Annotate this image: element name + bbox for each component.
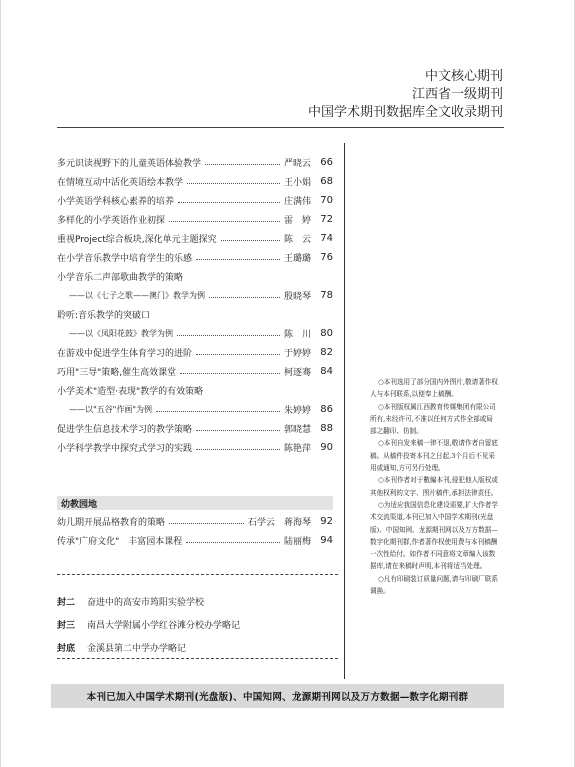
entry-page: 86	[320, 404, 333, 415]
toc-entry	[57, 512, 333, 531]
editorial-notes	[370, 376, 498, 597]
leader-dots	[186, 542, 280, 543]
entry-author: 陈 云	[283, 235, 311, 245]
cover-item	[57, 636, 337, 659]
toc-entry	[57, 400, 333, 419]
entry-title: 小学音乐二声部歌曲教学的策略	[57, 273, 184, 283]
header-divider	[57, 127, 504, 128]
entry-page: 94	[320, 535, 333, 546]
note-paragraph: ○本刊自发来稿一律不退,敬请作者自留底稿。从稿件投寄本刊之日起,3个月后不见采用或通知,方可另行处理。	[370, 439, 498, 473]
leader-dots	[169, 221, 280, 222]
dashed-divider	[57, 658, 338, 659]
section-header-bar	[57, 496, 333, 510]
note-paragraph: ○凡有印刷装订质量问题,请与印刷厂联系调换。	[370, 574, 498, 596]
cert-line: 江西省一级期刊	[411, 87, 503, 102]
entry-author: 于婷婷	[283, 349, 311, 359]
entry-author: 庄满伟	[283, 197, 311, 207]
section-contents	[57, 512, 333, 550]
entry-title: 多样化的小学英语作业初探	[57, 216, 166, 226]
entry-author: 严晓云	[283, 159, 311, 169]
toc-entry	[57, 229, 333, 248]
leader-dots	[178, 202, 280, 203]
entry-title: 小学美术"造型·表现"教学的有效策略	[57, 387, 204, 397]
toc-entry	[57, 248, 333, 267]
toc-entry	[57, 172, 333, 191]
entry-page: 84	[320, 366, 333, 377]
leader-dots	[196, 354, 280, 355]
entry-author: 柯逐骞	[283, 368, 311, 378]
entry-author: 王璐璐	[283, 254, 311, 264]
section-header	[57, 496, 333, 511]
entry-page: 88	[320, 423, 333, 434]
leader-dots	[177, 335, 280, 336]
note-paragraph: ○本刊选用了部分国内外图片,敬请著作权人与本刊联系,以便奉上稿酬。	[370, 378, 498, 399]
toc-entry	[57, 286, 333, 305]
toc-entry	[57, 305, 333, 324]
cert-line: 中文核心期刊	[424, 69, 503, 84]
cert-line: 中国学术期刊数据库全文收录期刊	[307, 105, 503, 120]
toc-entry	[57, 362, 333, 381]
toc-entry	[57, 210, 333, 229]
entry-title: 小学英语学科核心素养的培养	[57, 197, 175, 207]
entry-title: 幼儿期开展品格教育的策略	[57, 518, 166, 528]
toc-entry	[57, 153, 333, 172]
leader-dots	[196, 430, 280, 431]
entry-title: ——以《凤阳花鼓》教学为例	[69, 329, 173, 338]
cover-key: 封三	[57, 621, 76, 631]
toc-entry	[57, 324, 333, 343]
entry-author: 郭晓慧	[283, 425, 311, 435]
leader-dots	[187, 183, 280, 184]
cover-value: 南昌大学附属小学红谷滩分校办学略记	[87, 621, 241, 631]
column-divider	[344, 143, 345, 679]
cover-list	[57, 590, 337, 659]
note-paragraph: ○为适应我国信息化建设需要,扩大作者学术交流渠道,本刊已加入中国学术期刊(光盘版)、中国知网、龙源期刊网以及万方数据—数字化期刊群,作者著作权使用费与本刊稿酬一次性给付。如作者不同意将文章编入该数据库,请在来稿时声明,本刊将适当处理。	[370, 500, 498, 571]
leader-dots	[180, 373, 280, 374]
toc-entry	[57, 267, 333, 286]
entry-author: 朱婷婷	[283, 406, 311, 416]
entry-author: 殷晓琴	[283, 292, 311, 302]
section-header-label: 幼教园地	[61, 500, 98, 510]
leader-dots	[209, 297, 280, 298]
certification-block	[308, 68, 503, 122]
toc-entry	[57, 419, 333, 438]
bottom-banner-text: 本刊已加入中国学术期刊(光盘版)、中国知网、龙源期刊网以及万方数据—数字化期刊群	[86, 692, 469, 703]
cover-value: 奋进中的高安市筠阳实验学校	[87, 598, 205, 608]
entry-page: 92	[320, 516, 333, 527]
bottom-banner	[51, 684, 504, 708]
dashed-divider	[57, 574, 338, 575]
leader-dots	[196, 259, 280, 260]
leader-dots	[169, 523, 244, 524]
entry-title: 在游戏中促进学生体育学习的进阶	[57, 349, 193, 359]
cover-key: 封底	[57, 644, 76, 654]
entry-page: 66	[320, 157, 333, 168]
toc-entry	[57, 438, 333, 457]
entry-page: 90	[320, 442, 333, 453]
entry-page: 80	[320, 328, 333, 339]
entry-author: 陈 川	[283, 330, 311, 340]
entry-title: 聆听:音乐教学的突破口	[57, 311, 151, 321]
entry-title: ——以"五谷"作画"为例	[69, 405, 153, 414]
entry-page: 72	[320, 214, 333, 225]
entry-title: 在情境互动中活化英语绘本教学	[57, 178, 184, 188]
entry-author: 王小娟	[283, 178, 311, 188]
entry-page: 78	[320, 290, 333, 301]
leader-dots	[221, 240, 280, 241]
toc-entry	[57, 343, 333, 362]
leader-dots	[205, 164, 280, 165]
cover-item	[57, 613, 337, 636]
leader-dots	[156, 411, 280, 412]
leader-dots	[196, 449, 280, 450]
entry-author: 石学云 蒋海琴	[247, 518, 311, 528]
entry-page: 82	[320, 347, 333, 358]
entry-page: 76	[320, 252, 333, 263]
entry-title: 传承"广府文化" 丰富园本课程	[57, 537, 183, 547]
entry-title: 在小学音乐教学中培育学生的乐感	[57, 254, 193, 264]
entry-title: 重视Project综合板块,深化单元主题探究	[57, 235, 217, 245]
cover-item	[57, 590, 337, 613]
entry-title: 小学科学教学中探究式学习的实践	[57, 444, 193, 454]
toc-entry	[57, 191, 333, 210]
entry-title: 多元识读视野下的儿童英语体验教学	[57, 159, 202, 169]
entry-author: 雷 婷	[283, 216, 311, 226]
cover-value: 金溪县第二中学办学略记	[87, 644, 187, 654]
toc-entry	[57, 531, 333, 550]
entry-title: 巧用"三导"策略,催生高效课堂	[57, 368, 177, 378]
entry-page: 68	[320, 176, 333, 187]
note-paragraph: ○本刊作者对于數編本刊,侵犯他人版权或其他权利的文字、图片稿件,承担法律责任。	[370, 476, 498, 497]
entry-author: 陈艳萍	[283, 444, 311, 454]
entry-page: 74	[320, 233, 333, 244]
note-paragraph: ○本刊版权属江西教育传媒集团有限公司所有,未经许可,不准以任何方式作全部或局部之翻印、仿制。	[370, 402, 496, 436]
entry-title: ——以《七子之歌——澳门》教学为例	[69, 291, 205, 300]
table-of-contents	[57, 153, 333, 457]
entry-title: 促进学生信息技术学习的教学策略	[57, 425, 193, 435]
cover-key: 封二	[57, 598, 76, 608]
entry-author: 陆丽梅	[283, 537, 311, 547]
toc-entry	[57, 381, 333, 400]
entry-page: 70	[320, 195, 333, 206]
